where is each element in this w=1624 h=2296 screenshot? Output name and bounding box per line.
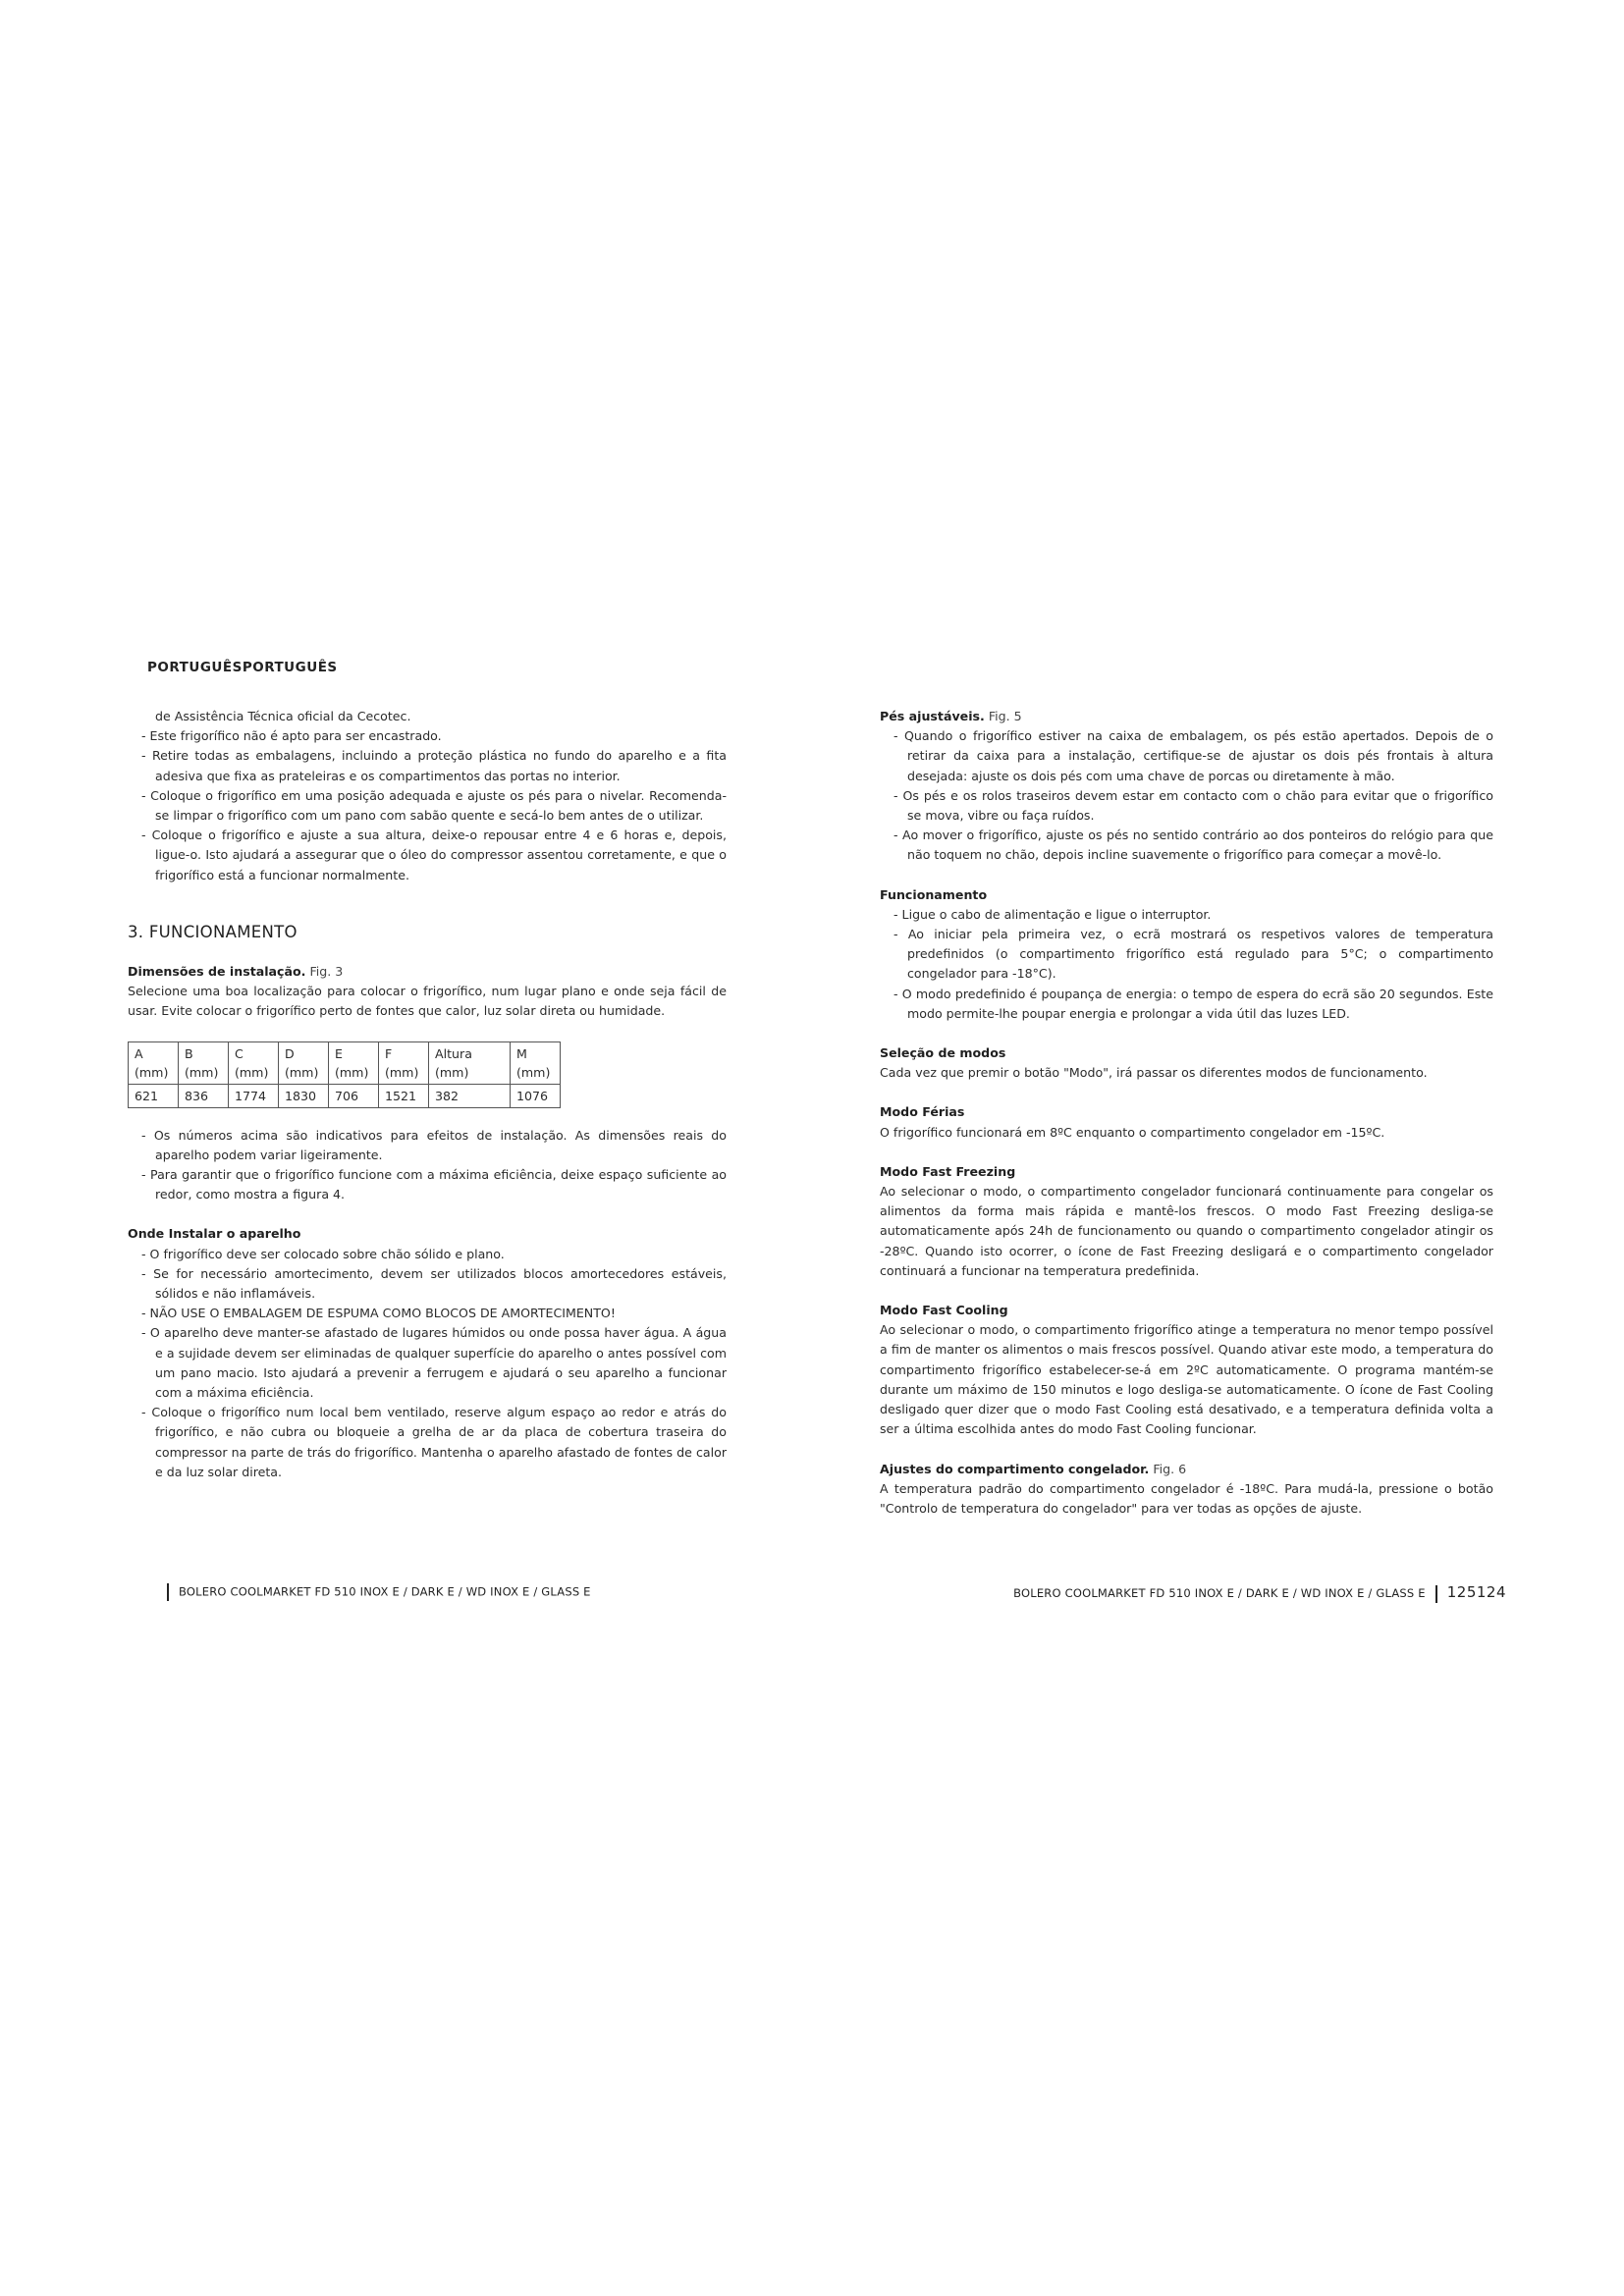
freezer-fig-ref: Fig. 6 (1153, 1461, 1187, 1476)
table-cell: 706 (329, 1084, 379, 1107)
list-item: - Para garantir que o frigorífico funcione com a máxima eficiência, deixe espaço suficiente ao redor, como mostra a figura 4. (141, 1167, 727, 1202)
table-cell: 382 (429, 1084, 511, 1107)
table-cell: 1521 (379, 1084, 429, 1107)
table-header-cell: Altura (mm) (429, 1041, 511, 1084)
modes-title: Seleção de modos (880, 1045, 1006, 1061)
modes-text: Cada vez que premir o botão "Modo", irá passar os diferentes modos de funcionamento. (880, 1065, 1428, 1081)
table-header-cell: C (mm) (229, 1041, 279, 1084)
feet-fig-ref: Fig. 5 (988, 709, 1022, 723)
freezer-heading (880, 1460, 1493, 1479)
table-cell: 621 (129, 1084, 179, 1107)
ferias-text: O frigorífico funcionará em 8ºC enquanto o compartimento congelador em -15ºC. (880, 1124, 1385, 1140)
list-item: - NÃO USE O EMBALAGEM DE ESPUMA COMO BLOCOS DE AMORTECIMENTO! (141, 1306, 616, 1321)
section-title: 3. FUNCIONAMENTO (128, 922, 298, 941)
list-item: - Coloque o frigorífico e ajuste a sua altura, deixe-o repousar entre 4 e 6 horas e, depois, ligue-o. Isto ajudará a assegurar que o óleo do compressor assentou corretamente, e que o frigorífico está a funcionar normalmente. (141, 828, 727, 882)
left-column (128, 707, 727, 1482)
freezer-title: Ajustes do compartimento congelador. (880, 1461, 1150, 1476)
intro-continuation: de Assistência Técnica oficial da Cecotec. (155, 709, 411, 723)
dimensions-table (128, 1041, 561, 1108)
right-column (880, 707, 1493, 1519)
table-header-cell: B (mm) (179, 1041, 229, 1084)
where-title: Onde Instalar o aparelho (128, 1226, 301, 1242)
table-header-cell: F (mm) (379, 1041, 429, 1084)
list-item: - Coloque o frigorífico num local bem ventilado, reserve algum espaço ao redor e atrás do frigorífico, e não cubra ou bloqueie a grelha de ar da placa de cobertura traseira do compressor na parte de trás do frigorífico. Mantenha o aparelho afastado de fontes de calor e da luz solar direta. (141, 1405, 727, 1479)
list-item: - O modo predefinido é poupança de energia: o tempo de espera do ecrã são 20 segundos. Este modo permite-lhe poupar energia e prolongar a vida útil das luzes LED. (893, 986, 1493, 1021)
footer-model-right: BOLERO COOLMARKET FD 510 INOX E / DARK E / WD INOX E / GLASS E (1013, 1586, 1426, 1600)
feet-title: Pés ajustáveis. (880, 709, 985, 723)
list-item: - Ao mover o frigorífico, ajuste os pés no sentido contrário ao dos ponteiros do relógio para que não toquem no chão, depois incline suavemente o frigorífico para começar a movê-lo. (893, 828, 1493, 863)
list-item: - Coloque o frigorífico em uma posição adequada e ajuste os pés para o nivelar. Recomenda-se limpar o frigorífico com um pano com sabão quente e secá-lo bem antes de o utilizar. (141, 787, 727, 824)
list-item: - Retire todas as embalagens, incluindo a proteção plástica no fundo do aparelho e a fita adesiva que fixa as prateleiras e os compartimentos das portas no interior. (141, 748, 727, 783)
footer-left (157, 1583, 591, 1601)
func-title: Funcionamento (880, 886, 988, 902)
list-item: - Este frigorífico não é apto para ser encastrado. (141, 728, 442, 744)
footer-divider (1435, 1585, 1437, 1603)
dims-text: Selecione uma boa localização para colocar o frigorífico, num lugar plano e onde seja fácil de usar. Evite colocar o frigorífico perto de fontes que calor, luz solar direta ou humidade. (128, 984, 727, 1019)
feet-heading (880, 707, 1493, 726)
fast-freezing-text: Ao selecionar o modo, o compartimento congelador funcionará continuamente para congelar os alimentos da forma mais rápida e mantê-los frescos. O modo Fast Freezing desliga-se automaticamente após 24h de funcionamento ou quando o compartimento congelador atingir os -28ºC. Quando isto ocorrer, o ícone de Fast Freezing desligará e o compartimento congelador continuará a funcionar na temperatura predefinida. (880, 1184, 1493, 1278)
list-item: - Os números acima são indicativos para efeitos de instalação. As dimensões reais do aparelho podem variar ligeiramente. (141, 1127, 727, 1162)
dims-title: Dimensões de instalação. (128, 964, 306, 980)
dims-heading (128, 962, 727, 982)
table-row (129, 1084, 561, 1107)
list-item: - Ligue o cabo de alimentação e ligue o interruptor. (893, 906, 1212, 922)
fast-freezing-title: Modo Fast Freezing (880, 1163, 1016, 1179)
table-cell: 1076 (511, 1084, 561, 1107)
freezer-text: A temperatura padrão do compartimento congelador é -18ºC. Para mudá-la, pressione o botão "Controlo de temperatura do congelador" para ver todas as opções de ajuste. (880, 1480, 1493, 1516)
dims-fig-ref: Fig. 3 (309, 964, 344, 980)
table-row (129, 1041, 561, 1084)
list-item: - O frigorífico deve ser colocado sobre chão sólido e plano. (141, 1246, 505, 1261)
list-item: - Quando o frigorífico estiver na caixa de embalagem, os pés estão apertados. Depois de o retirar da caixa para a instalação, certifique-se de ajustar os dois pés frontais à altura desejada: ajuste os dois pés com uma chave de porcas ou diretamente à mão. (893, 728, 1493, 783)
table-cell: 836 (179, 1084, 229, 1107)
footer-divider (167, 1583, 169, 1601)
page-header-language: PORTUGUÊSPORTUGUÊS (147, 660, 338, 675)
ferias-title: Modo Férias (880, 1104, 965, 1120)
fast-cooling-text: Ao selecionar o modo, o compartimento frigorífico atinge a temperatura no menor tempo possível a fim de manter os alimentos o mais frescos possível. Quando ativar este modo, a temperatura do compartimento frigorífico estabelecer-se-á em 2ºC automaticamente. O programa mantém-se durante um máximo de 150 minutos e logo desliga-se automaticamente. O ícone de Fast Cooling desligado quer dizer que o modo Fast Cooling está desativado, e a temperatura definida volta a ser a última escolhida antes do modo Fast Cooling funcionar. (880, 1322, 1493, 1437)
table-header-cell: E (mm) (329, 1041, 379, 1084)
footer-right (1013, 1583, 1506, 1603)
table-cell: 1830 (279, 1084, 329, 1107)
table-cell: 1774 (229, 1084, 279, 1107)
table-header-cell: M (mm) (511, 1041, 561, 1084)
table-header-cell: D (mm) (279, 1041, 329, 1084)
list-item: - Se for necessário amortecimento, devem ser utilizados blocos amortecedores estáveis, sólidos e não inflamáveis. (141, 1265, 727, 1302)
fast-cooling-title: Modo Fast Cooling (880, 1303, 1008, 1318)
list-item: - Os pés e os rolos traseiros devem estar em contacto com o chão para evitar que o frigorífico se mova, vibre ou faça ruídos. (893, 787, 1493, 824)
page-numbers: 125124 (1446, 1583, 1506, 1601)
list-item: - O aparelho deve manter-se afastado de lugares húmidos ou onde possa haver água. A água e a sujidade devem ser eliminadas de qualquer superfície do aparelho o antes possível com um pano macio. Isto ajudará a prevenir a ferrugem e ajudará o seu aparelho a funcionar com a máxima eficiência. (141, 1325, 727, 1401)
list-item: - Ao iniciar pela primeira vez, o ecrã mostrará os respetivos valores de temperatura predefinidos (o compartimento frigorífico está regulado para 5°C; o compartimento congelador para -18°C). (893, 927, 1493, 982)
footer-model-left: BOLERO COOLMARKET FD 510 INOX E / DARK E / WD INOX E / GLASS E (179, 1584, 591, 1599)
table-header-cell: A (mm) (129, 1041, 179, 1084)
